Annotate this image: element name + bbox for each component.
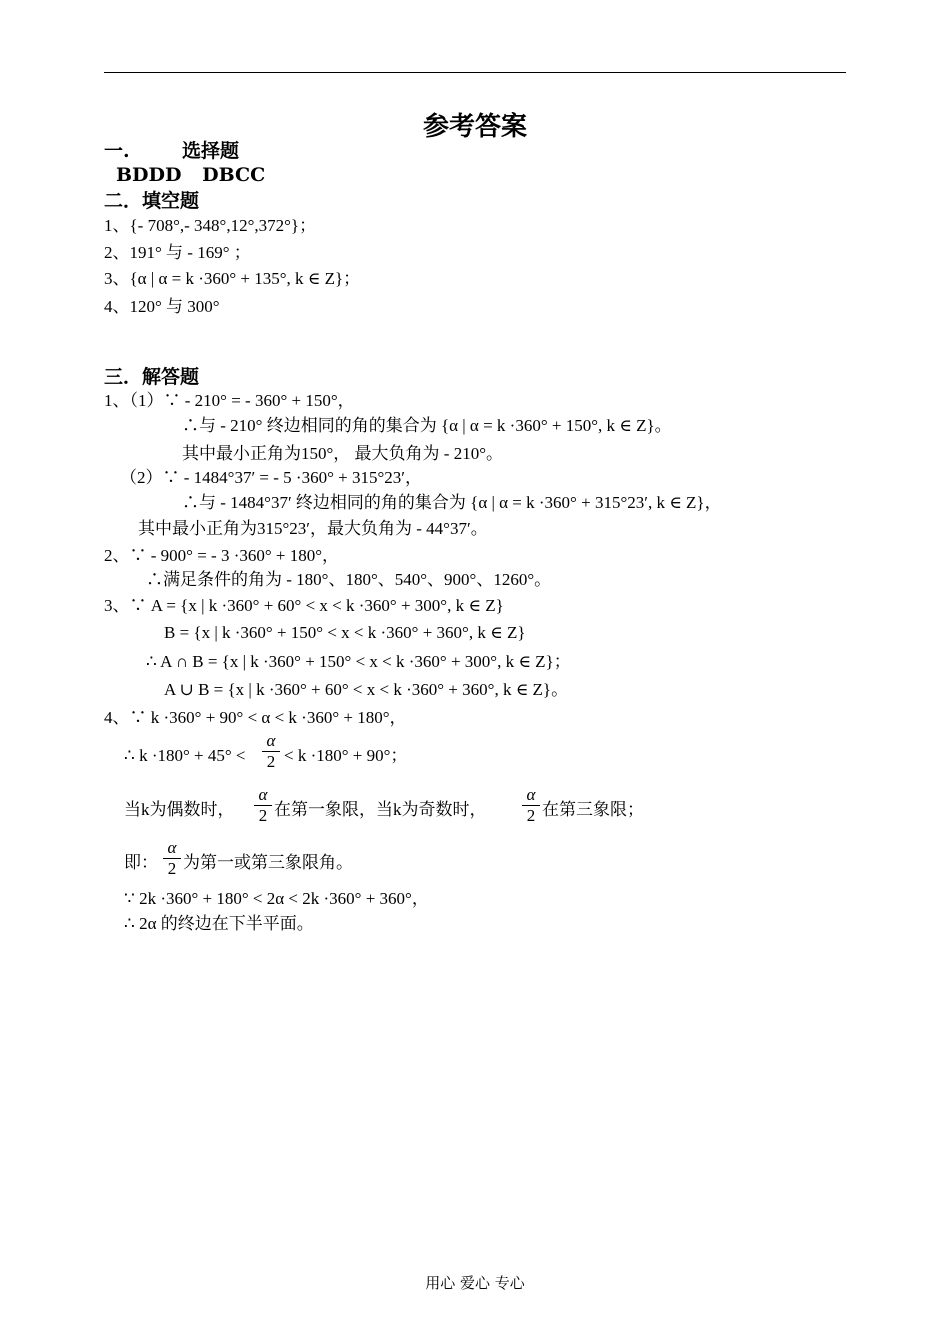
q4-line5: ∵ 2k ·360° + 180° < 2α < 2k ·360° + 360°，	[124, 889, 429, 908]
q1-line2: ∴与 - 210° 终边相同的角的集合为 {α | α = k ·360° + 150°, k ∈ Z}。	[182, 416, 672, 435]
fraction-alpha-over-2	[254, 786, 272, 825]
fraction-denominator: 2	[258, 806, 268, 825]
q4-line4-b: 为第一或第三象限角。	[183, 853, 353, 872]
q2-line1: 2、∵ - 900° = - 3 ·360° + 180°，	[104, 546, 340, 565]
section1-heading: 选择题	[182, 140, 240, 162]
fraction-numerator: α	[167, 838, 177, 857]
q4-line3-b: 在第一象限，当k为奇数时，	[274, 800, 487, 819]
q4-line3-a: 当k为偶数时，	[124, 800, 235, 819]
q4-line2-left: ∴ k ·180° + 45° <	[124, 746, 246, 765]
q3-line2: B = {x | k ·360° + 150° < x < k ·360° + 360°, k ∈ Z}	[164, 623, 526, 642]
section3-heading: 三．解答题	[104, 366, 200, 388]
q3-line1: 3、∵ A = {x | k ·360° + 60° < x < k ·360° + 300°, k ∈ Z}	[104, 596, 504, 615]
fraction-denominator: 2	[167, 859, 177, 878]
q1-line4: （2）∵ - 1484°37′ = - 5 ·360° + 315°23′，	[120, 468, 422, 487]
q4-line2-right: < k ·180° + 90°；	[284, 746, 408, 765]
fraction-denominator: 2	[266, 752, 276, 771]
q4-line1: 4、∵ k ·360° + 90° < α < k ·360° + 180°，	[104, 708, 407, 727]
fraction-alpha-over-2	[522, 786, 540, 825]
fraction-denominator: 2	[526, 806, 536, 825]
q4-line4-a: 即：	[124, 853, 158, 872]
fill-answer-1: 1、{- 708°,- 348°,12°,372°}；	[104, 216, 317, 235]
fraction-alpha-over-2	[163, 839, 181, 878]
q3-line4: A ∪ B = {x | k ·360° + 60° < x < k ·360° + 360°, k ∈ Z}。	[164, 680, 569, 699]
fraction-numerator: α	[266, 731, 276, 750]
q2-line2: ∴满足条件的角为 - 180°、180°、540°、900°、1260°。	[146, 570, 552, 589]
section1-number: 一.	[104, 140, 130, 162]
q3-line3: ∴ A ∩ B = {x | k ·360° + 150° < x < k ·360° + 300°, k ∈ Z}；	[146, 652, 571, 671]
section2-heading: 二．填空题	[104, 190, 200, 212]
fraction-alpha-over-2	[262, 732, 280, 771]
q1-line3: 其中最小正角为150°， 最大负角为 - 210°。	[182, 444, 504, 463]
header-rule	[104, 72, 846, 73]
q4-line3-c: 在第三象限；	[542, 800, 644, 819]
q4-line6: ∴ 2α 的终边在下半平面。	[124, 914, 314, 933]
fraction-numerator: α	[258, 785, 268, 804]
fill-answer-2: 2、191° 与 - 169° ；	[104, 243, 251, 262]
fill-answer-4: 4、120° 与 300°	[104, 297, 220, 316]
q1-line1: 1、（1）∵ - 210° = - 360° + 150°，	[104, 391, 355, 410]
fraction-numerator: α	[526, 785, 536, 804]
q1-line5: ∴与 - 1484°37′ 终边相同的角的集合为 {α | α = k ·360° + 315°23′, k ∈ Z}，	[182, 493, 722, 512]
q1-line6: 其中最小正角为315°23′，最大负角为 - 44°37′。	[138, 519, 488, 538]
page-title: 参考答案	[422, 112, 527, 142]
fill-answer-3: 3、{α | α = k ·360° + 135°, k ∈ Z}；	[104, 269, 361, 288]
page-footer: 用心 爱心 专心	[425, 1274, 525, 1292]
choice-answers: BDDD DBCC	[116, 164, 266, 186]
